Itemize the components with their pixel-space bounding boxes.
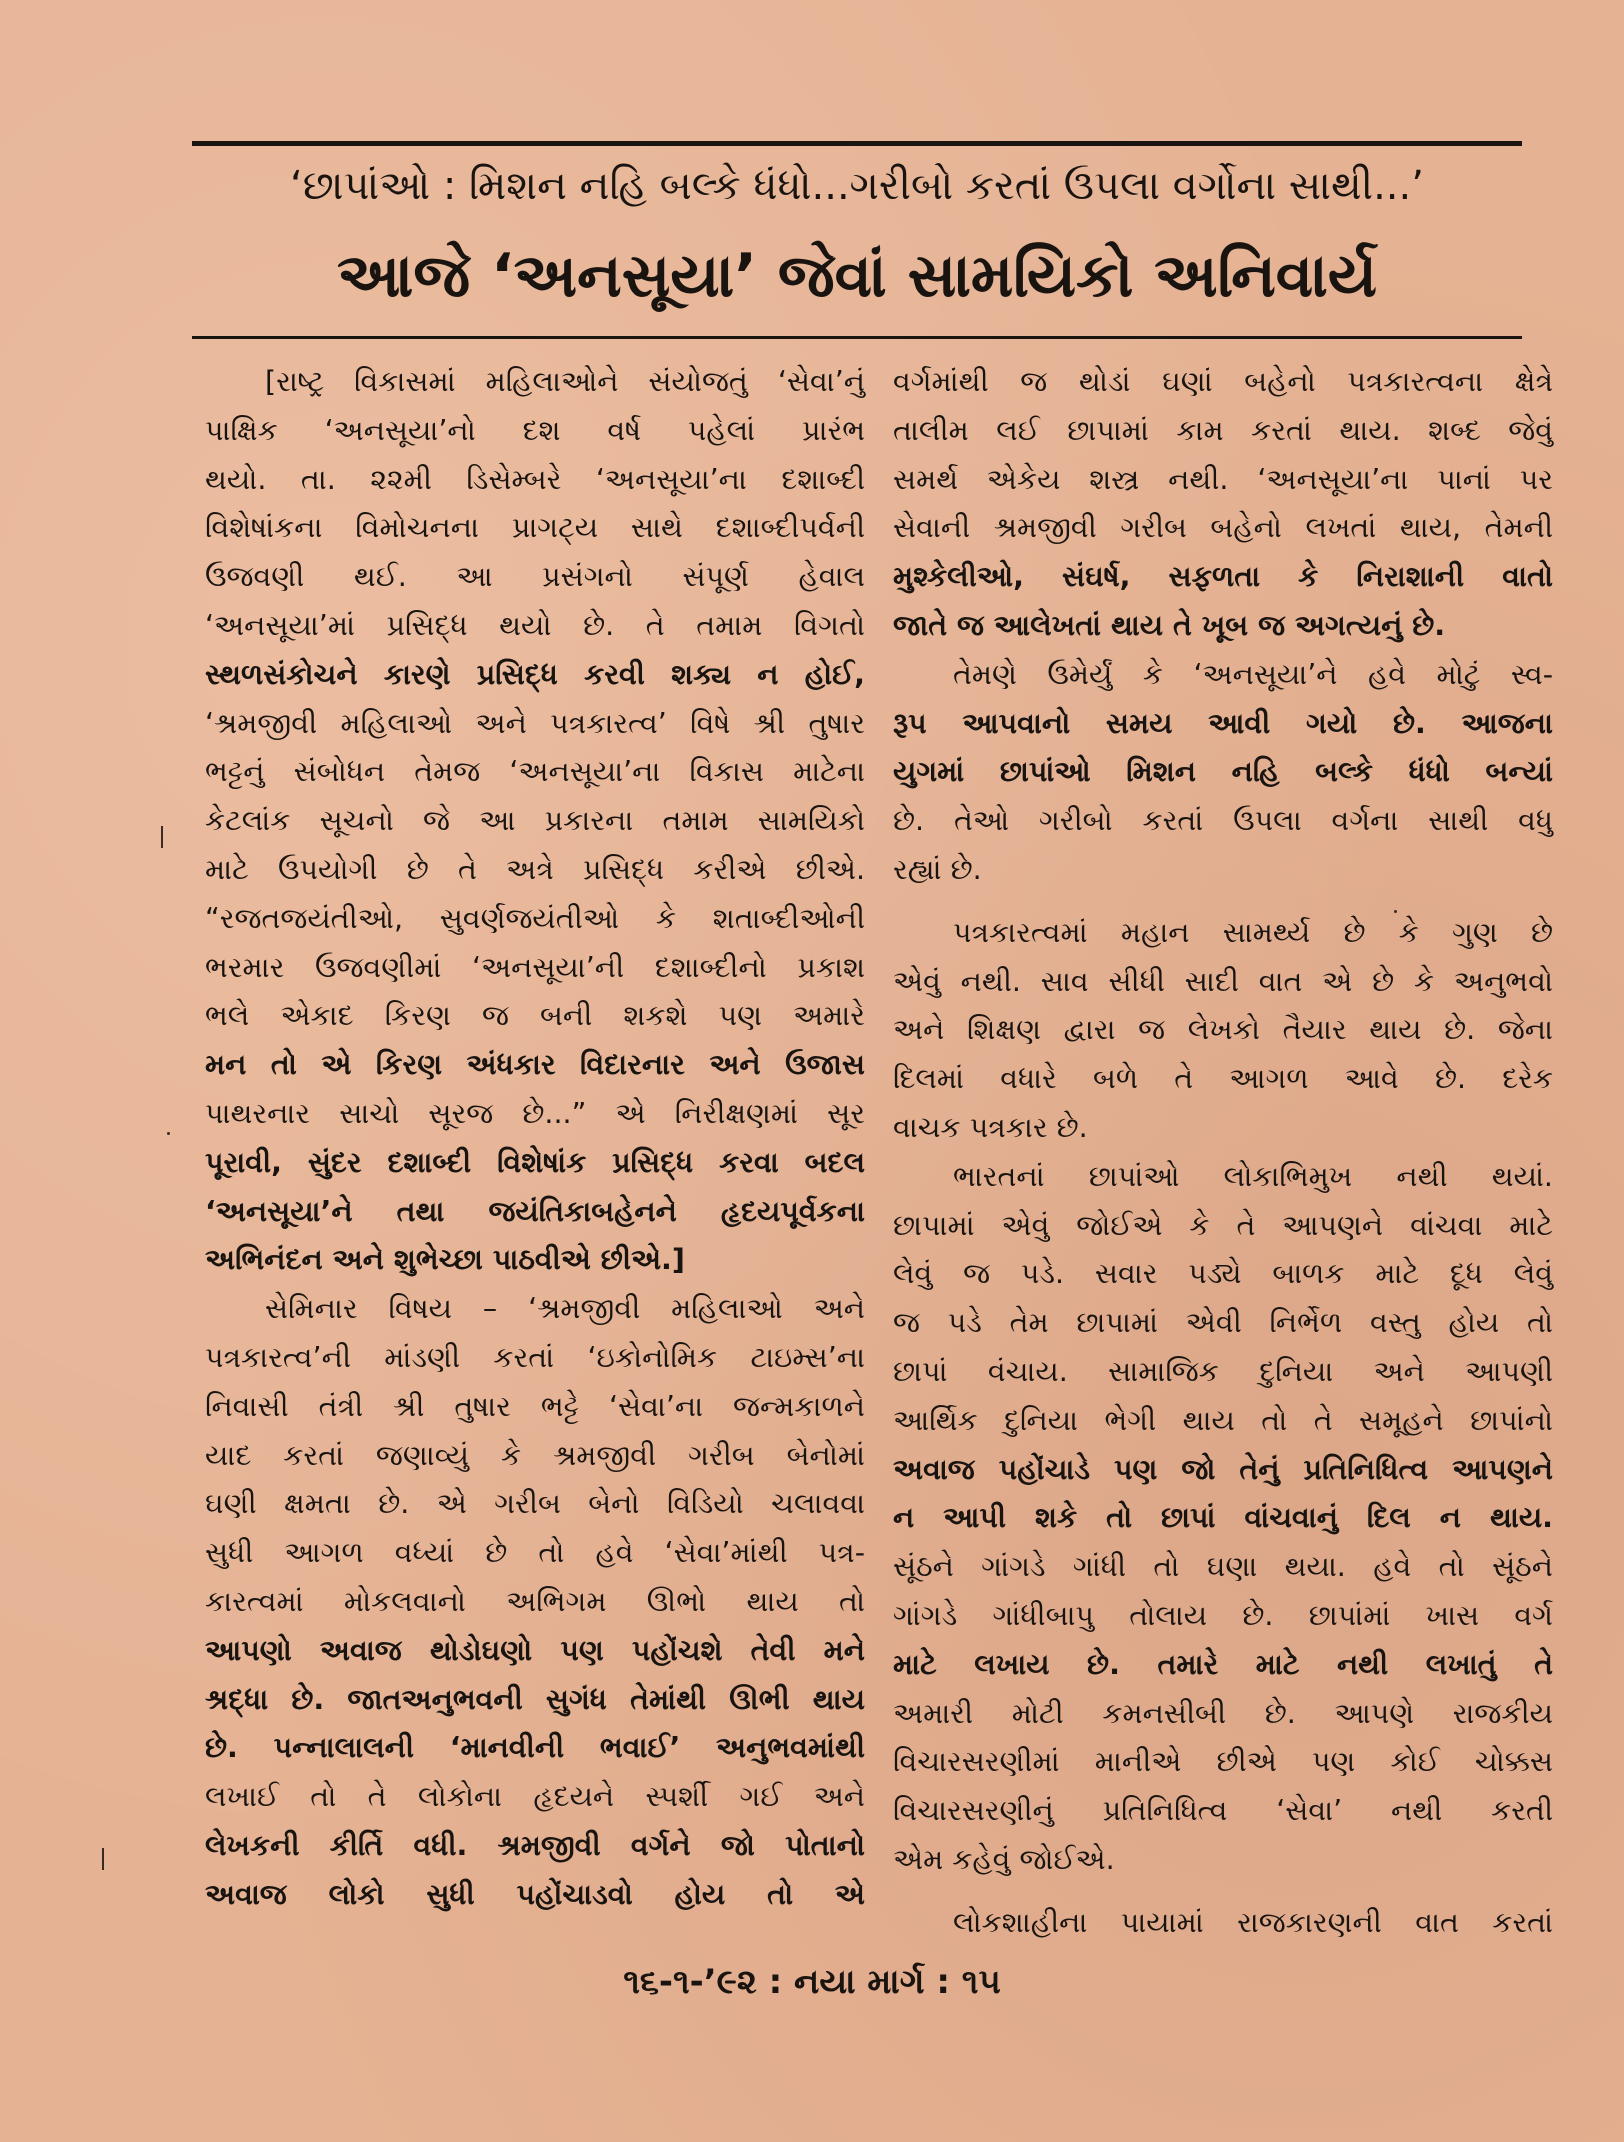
text-line: છે. પન્નાલાલની ‘માનવીની ભવાઈ’ અનુભવમાંથી [205,1731,865,1765]
text-line: અને શિક્ષણ દ્વારા જ લેખકો તૈયાર થાય છે. જેના [893,1013,1553,1047]
text-line: માટે ઉપયોગી છે તે અત્રે પ્રસિદ્ધ કરીએ છીએ. [205,852,865,886]
text-line: છે. તેઓ ગરીબો કરતાં ઉપલા વર્ગના સાથી વધુ [893,804,1553,838]
ink-speck [167,1132,170,1135]
text-line: ‘અનસૂયા’માં પ્રસિદ્ધ થયો છે. તે તમામ વિગતો [205,608,865,642]
text-line: રહ્યાં છે. [893,852,982,886]
text-line: [રાષ્ટ્ર વિકાસમાં મહિલાઓને સંયોજતું ‘સેવા’નું [265,365,865,398]
text-line: એવું નથી. સાવ સીધી સાદી વાત એ છે કે અનુભવો [893,964,1553,998]
text-line: ભારતનાં છાપાંઓ લોકાભિમુખ નથી થયાં. [953,1159,1553,1193]
text-line: તાલીમ લઈ છાપામાં કામ કરતાં થાય. શબ્દ જેવું [893,413,1553,447]
text-line: અવાજ પહોંચાડે પણ જો તેનું પ્રતિનિધિત્વ આપણને [893,1452,1553,1486]
text-line: સૂંઠને ગાંગડે ગાંધી તો ઘણા થયા. હવે તો સૂંઠને [893,1550,1553,1584]
text-line: તેમણે ઉમેર્યું કે ‘અનસૂયા’ને હવે મોટું સ્વ- [953,657,1553,691]
text-line: ભરમાર ઉજવણીમાં ‘અનસૂયા’ની દશાબ્દીનો પ્રકાશ [205,950,865,984]
text-line: દિલમાં વધારે બળે તે આગળ આવે છે. દરેક [893,1062,1553,1096]
text-line: ‘શ્રમજીવી મહિલાઓ અને પત્રકારત્વ’ વિષે શ્રી તુષાર [205,706,865,740]
text-line: અવાજ લોકો સુધી પહોંચાડવો હોય તો એ [205,1877,865,1911]
text-line: અમારી મોટી કમનસીબી છે. આપણે રાજકીય [893,1696,1553,1730]
text-line: લેવું જ પડે. સવાર પડ્યે બાળક માટે દૂધ લેવું [893,1257,1553,1291]
text-line: આપણો અવાજ થોડોઘણો પણ પહોંચશે તેવી મને [205,1633,865,1667]
text-line: પત્રકારત્વ’ની માંડણી કરતાં ‘ઇકોનોમિક ટાઇમ્સ’ના [205,1340,865,1374]
text-line: પાથરનાર સાચો સૂરજ છે...” એ નિરીક્ષણમાં સૂર [205,1096,865,1130]
text-line: સેમિનાર વિષય – ‘શ્રમજીવી મહિલાઓ અને [265,1292,865,1326]
text-line: યુગમાં છાપાંઓ મિશન નહિ બલ્કે ધંધો બન્યાં [893,755,1553,789]
text-line: કારત્વમાં મોકલવાનો અભિગમ ઊભો થાય તો [205,1584,865,1618]
text-line: ઘણી ક્ષમતા છે. એ ગરીબ બેનો વિડિયો ચલાવવા [205,1487,865,1521]
text-line: વર્ગમાંથી જ થોડાં ઘણાં બહેનો પત્રકારત્વના ક્ષેત્રે [893,365,1553,398]
page-footer: ૧૬-૧-’૯૨ : નયા માર્ગ : ૧૫ [623,1962,1001,2002]
text-line: જ પડે તેમ છાપામાં એવી નિર્ભેળ વસ્તુ હોય તો [893,1306,1553,1340]
text-line: સ્થળસંકોચને કારણે પ્રસિદ્ધ કરવી શક્ય ન હોઈ, [205,657,865,691]
text-line: છાપાં વંચાય. સામાજિક દુનિયા અને આપણી [893,1354,1553,1388]
article-subtitle: ‘છાપાંઓ : મિશન નહિ બલ્કે ધંધો...ગરીબો કરતાં ઉપલા વર્ગોના સાથી...’ [290,163,1424,209]
text-line: મન તો એ કિરણ અંધકાર વિદારનાર અને ઉજાસ [205,1048,865,1082]
text-line: નિવાસી તંત્રી શ્રી તુષાર ભટ્ટે ‘સેવા’ના જન્મકાળને [205,1389,865,1423]
text-line: ‘અનસૂયા’ને તથા જયંતિકાબહેનને હૃદયપૂર્વકના [205,1194,865,1228]
text-line: માટે લખાય છે. તમારે માટે નથી લખાતું તે [893,1647,1553,1681]
right-column [893,358,1553,1948]
text-line: વાચક પત્રકાર છે. [893,1110,1088,1144]
article-title: આજે ‘અનસૂયા’ જેવાં સામયિકો અનિવાર્ય [337,241,1377,311]
text-line: એમ કહેવું જોઈએ. [893,1842,1115,1876]
text-line: મુશ્કેલીઓ, સંઘર્ષ, સફળતા કે નિરાશાની વાતો [893,560,1553,594]
text-line: વિશેષાંકના વિમોચનના પ્રાગટ્ય સાથે દશાબ્દીપર્વની [205,511,865,545]
left-column [205,358,865,1920]
text-line: સેવાની શ્રમજીવી ગરીબ બહેનો લખતાં થાય, તેમની [893,511,1553,545]
text-line: શ્રદ્ધા છે. જાતઅનુભવની સુગંધ તેમાંથી ઊભી થાય [205,1682,865,1716]
text-line: ભલે એકાદ કિરણ જ બની શકશે પણ અમારે [205,999,865,1033]
text-line: પાક્ષિક ‘અનસૂયા’નો દશ વર્ષ પહેલાં પ્રારંભ [205,413,865,447]
text-line: ભટ્ટનું સંબોધન તેમજ ‘અનસૂયા’ના વિકાસ માટેના [205,755,865,789]
text-line: યાદ કરતાં જણાવ્યું કે શ્રમજીવી ગરીબ બેનોમાં [205,1438,865,1472]
text-line: આર્થિક દુનિયા ભેગી થાય તો તે સમૂહને છાપાંનો [893,1403,1553,1437]
text-line: “રજતજયંતીઓ, સુવર્ણજયંતીઓ કે શતાબ્દીઓની [205,901,865,935]
text-line: સમર્થ એકેય શસ્ત્ર નથી. ‘અનસૂયા’ના પાનાં પર [893,462,1553,496]
text-line: લખાઈ તો તે લોકોના હૃદયને સ્પર્શી ગઈ અને [205,1780,865,1814]
margin-mark [161,826,163,848]
text-line: ઉજવણી થઈ. આ પ્રસંગનો સંપૂર્ણ હેવાલ [205,560,865,594]
text-line: વિચારસરણીમાં માનીએ છીએ પણ કોઈ ચોક્કસ [893,1745,1553,1779]
text-line: લેખકની કીર્તિ વધી. શ્રમજીવી વર્ગને જો પોતાનો [205,1828,865,1862]
ink-speck [1394,910,1397,913]
text-line: થયો. તા. ૨૨મી ડિસેમ્બરે ‘અનસૂયા’ના દશાબ્દી [205,462,865,496]
text-line: જાતે જ આલેખતાં થાય તે ખૂબ જ અગત્યનું છે. [893,608,1446,642]
text-line: ન આપી શકે તો છાપાં વાંચવાનું દિલ ન થાય. [893,1501,1553,1535]
header-top-rule [192,141,1522,146]
margin-mark [102,1848,104,1870]
text-line: પૂરાવી, સુંદર દશાબ્દી વિશેષાંક પ્રસિદ્ધ કરવા બદલ [205,1145,865,1179]
text-line: પત્રકારત્વમાં મહાન સામર્થ્ય છે કે ગુણ છે [953,915,1553,949]
text-line: સુધી આગળ વધ્યાં છે તો હવે ‘સેવા’માંથી પત્ર- [205,1536,865,1570]
text-line: લોકશાહીના પાયામાં રાજકારણની વાત કરતાં [953,1905,1553,1939]
text-line: અભિનંદન અને શુભેચ્છા પાઠવીએ છીએ.] [205,1243,685,1277]
text-line: કેટલાંક સૂચનો જે આ પ્રકારના તમામ સામયિકો [205,804,865,838]
header-bottom-rule [192,336,1522,339]
text-line: વિચારસરણીનું પ્રતિનિધિત્વ ‘સેવા’ નથી કરતી [893,1794,1553,1828]
text-line: ગાંગડે ગાંધીબાપુ તોલાય છે. છાપાંમાં ખાસ વર્ગ [893,1598,1553,1632]
text-line: છાપામાં એવું જોઈએ કે તે આપણને વાંચવા માટે [893,1208,1553,1242]
text-line: રૂપ આપવાનો સમય આવી ગયો છે. આજના [893,706,1553,740]
